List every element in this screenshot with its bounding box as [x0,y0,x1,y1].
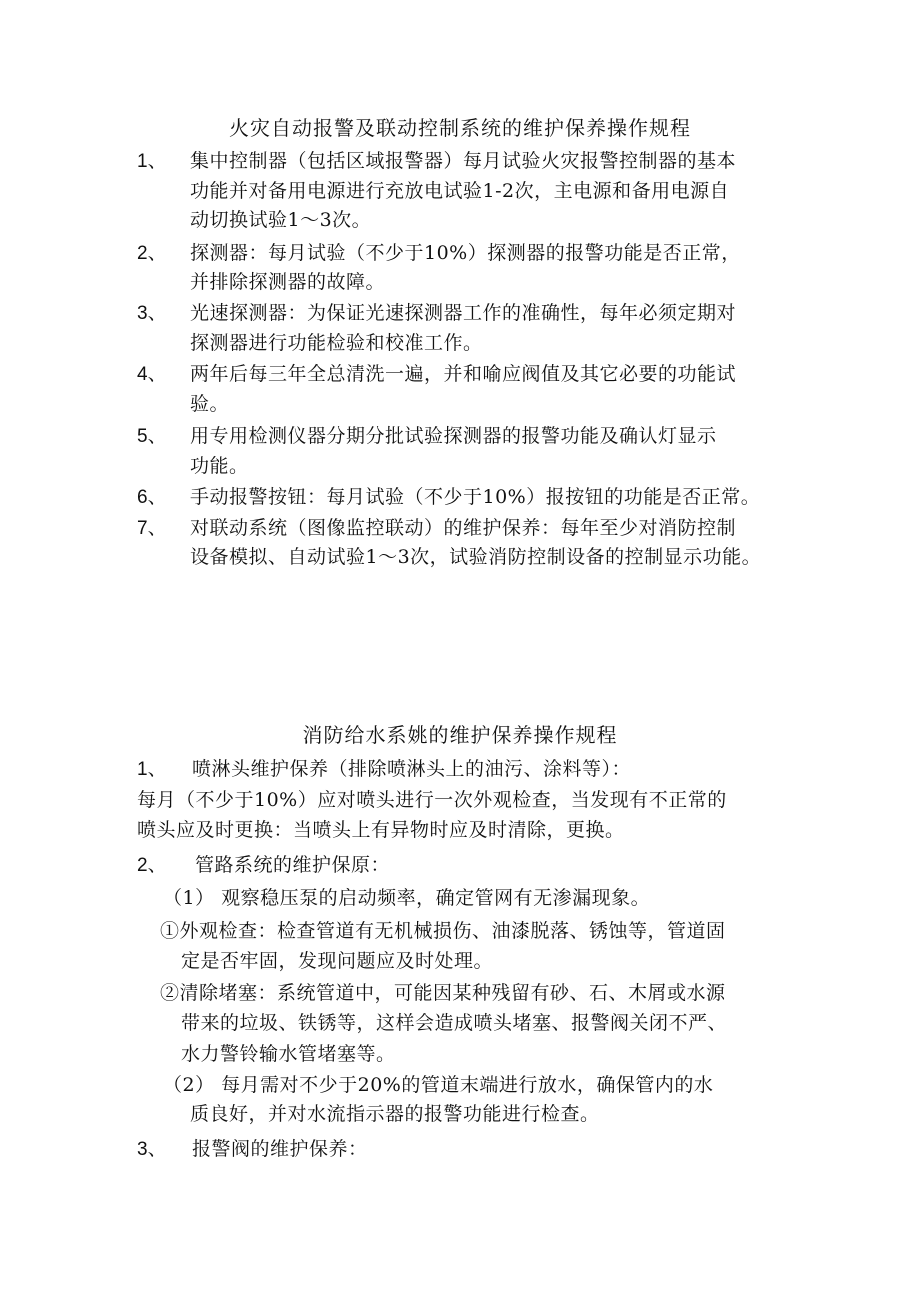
item-number: 6、 [137,487,167,508]
item-text-line: 两年后每三年全总清洗一遍，并和喻应阀值及其它必要的功能试 [190,363,737,385]
sub-item-2-line: 质良好，并对水流指示器的报警功能进行检查。 [190,1103,600,1125]
section1-title: 火灾自动报警及联动控制系统的维护保养操作规程 [229,116,691,140]
item-heading: 管路系统的维护保原： [195,854,391,876]
item-text-line: 每月（不少于10%）应对喷头进行一次外观检查，当发现有不正常的 [137,789,727,811]
item-number: 4、 [137,364,167,385]
item-text-line: 用专用检测仪器分期分批试验探测器的报警功能及确认灯显示 [190,425,717,447]
sub-item-1: （1） 观察稳压泵的启动频率，确定管网有无渗漏现象。 [163,887,651,909]
item-text-line: 探测器：每月试验（不少于10%）探测器的报警功能是否正常， [190,242,741,264]
item-text-line: 喷头应及时更换：当喷头上有异物时应及时清除，更换。 [137,819,625,841]
item-number: 2、 [137,855,167,876]
item-text-line: 手动报警按钮：每月试验（不少于10%）报按钮的功能是否正常。 [190,486,761,508]
item-text-line: 设备模拟、自动试验1～3次，试验消防控制设备的控制显示功能。 [190,546,762,568]
item-number: 2、 [137,243,167,264]
circled-item-2-line: ②清除堵塞：系统管道中，可能因某种残留有砂、石、木屑或水源 [160,982,726,1004]
circled-item-2-line: 水力警铃输水管堵塞等。 [181,1043,396,1065]
circled-item-1-line: ①外观检查：检查管道有无机械损伤、油漆脱落、锈蚀等，管道固 [160,920,726,942]
item-text-line: 光速探测器：为保证光速探测器工作的准确性，每年必须定期对 [190,302,737,324]
item-text-line: 对联动系统（图像监控联动）的维护保养：每年至少对消防控制 [190,517,737,539]
item-number: 1、 [137,759,167,780]
item-text-line: 功能并对备用电源进行充放电试验1-2次，主电源和备用电源自 [190,180,730,202]
item-number: 3、 [137,1139,167,1160]
item-number: 5、 [137,426,167,447]
item-number: 3、 [137,303,167,324]
item-text-line: 功能。 [190,455,249,477]
item-text-line: 并排除探测器的故障。 [190,271,386,293]
circled-item-1-line: 定是否牢固，发现问题应及时处理。 [181,950,494,972]
item-heading: 报警阀的维护保养： [192,1138,368,1160]
item-number: 7、 [137,518,167,539]
item-heading: 喷淋头维护保养（排除喷淋头上的油污、涂料等）： [192,758,632,780]
item-text-line: 探测器进行功能检验和校准工作。 [190,332,483,354]
item-text-line: 集中控制器（包括区域报警器）每月试验火灾报警控制器的基本 [190,150,737,172]
section2-title: 消防给水系姚的维护保养操作规程 [302,723,618,747]
item-number: 1、 [137,151,167,172]
item-text-line: 验。 [190,393,230,415]
sub-item-2-line: （2） 每月需对不少于20%的管道末端进行放水，确保管内的水 [163,1074,714,1096]
circled-item-2-line: 带来的垃圾、铁锈等，这样会造成喷头堵塞、报警阀关闭不严、 [181,1012,728,1034]
item-text-line: 动切换试验1～3次。 [190,209,372,231]
